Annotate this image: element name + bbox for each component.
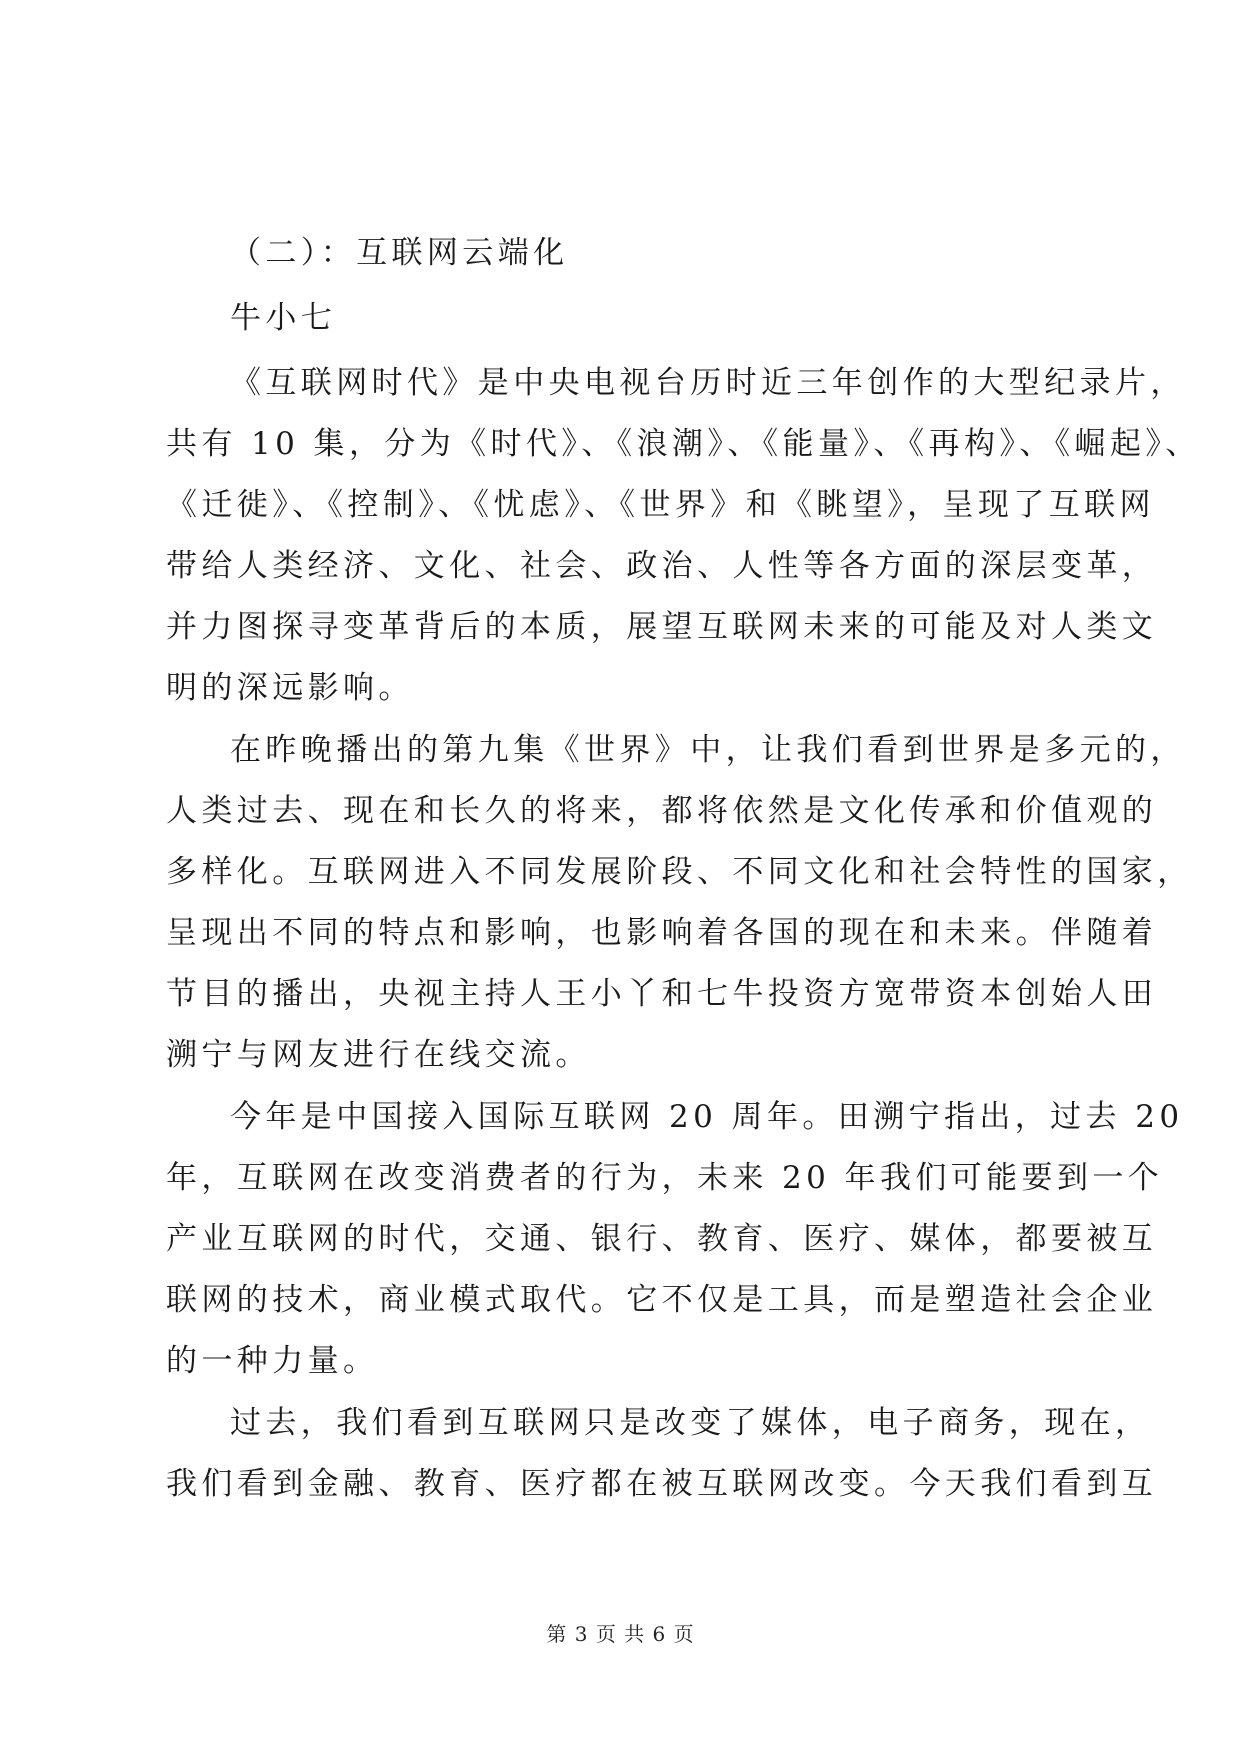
paragraph-line: 明的深远影响。: [166, 670, 414, 706]
paragraph-line: 溯宁与网友进行在线交流。: [166, 1037, 591, 1073]
paragraph-3: [166, 1087, 1184, 1392]
paragraph-4: [166, 1393, 1158, 1515]
paragraph-line: 多样化。互联网进入不同发展阶段、不同文化和社会特性的国家，: [166, 854, 1193, 890]
paragraph-line: 我们看到金融、教育、医疗都在被互联网改变。今天我们看到互: [166, 1466, 1158, 1502]
paragraph-line: 过去，我们看到互联网只是改变了媒体，电子商务，现在，: [230, 1405, 1151, 1441]
paragraph-line: 在昨晚播出的第九集《世界》中，让我们看到世界是多元的，: [230, 732, 1186, 768]
paragraph-line: 产业互联网的时代，交通、银行、教育、医疗、媒体，都要被互: [166, 1221, 1158, 1257]
paragraph-line: 人类过去、现在和长久的将来，都将依然是文化传承和价值观的: [166, 793, 1158, 829]
paragraph-line: 联网的技术，商业模式取代。它不仅是工具，而是塑造社会企业: [166, 1282, 1158, 1318]
paragraph-line: 呈现出不同的特点和影响，也影响着各国的现在和未来。伴随着: [166, 915, 1158, 951]
author-name: 牛小七: [230, 300, 337, 336]
paragraph-line: 的一种力量。: [166, 1343, 379, 1379]
paragraph-line: 《迁徙》、《控制》、《忧虑》、《世界》和《眺望》，呈现了互联网: [166, 487, 1155, 523]
paragraph-line: 带给人类经济、文化、社会、政治、人性等各方面的深层变革，: [166, 548, 1158, 584]
paragraph-2: [166, 720, 1193, 1086]
paragraph-line: 年，互联网在改变消费者的行为，未来 20 年我们可能要到一个: [166, 1160, 1164, 1196]
paragraph-line: 共有 10 集，分为《时代》、《浪潮》、《能量》、《再构》、《崛起》、: [166, 426, 1201, 462]
paragraph-line: 并力图探寻变革背后的本质，展望互联网未来的可能及对人类文: [166, 609, 1158, 645]
paragraph-1: [166, 353, 1201, 719]
paragraph-line: 节目的播出，央视主持人王小丫和七牛投资方宽带资本创始人田: [166, 976, 1158, 1012]
section-heading: （二）：互联网云端化: [230, 235, 569, 271]
paragraph-line: 《互联网时代》是中央电视台历时近三年创作的大型纪录片，: [230, 365, 1186, 401]
paragraph-line: 今年是中国接入国际互联网 20 周年。田溯宁指出，过去 20: [230, 1099, 1184, 1135]
page-number-footer: 第 3 页 共 6 页: [546, 1622, 695, 1646]
